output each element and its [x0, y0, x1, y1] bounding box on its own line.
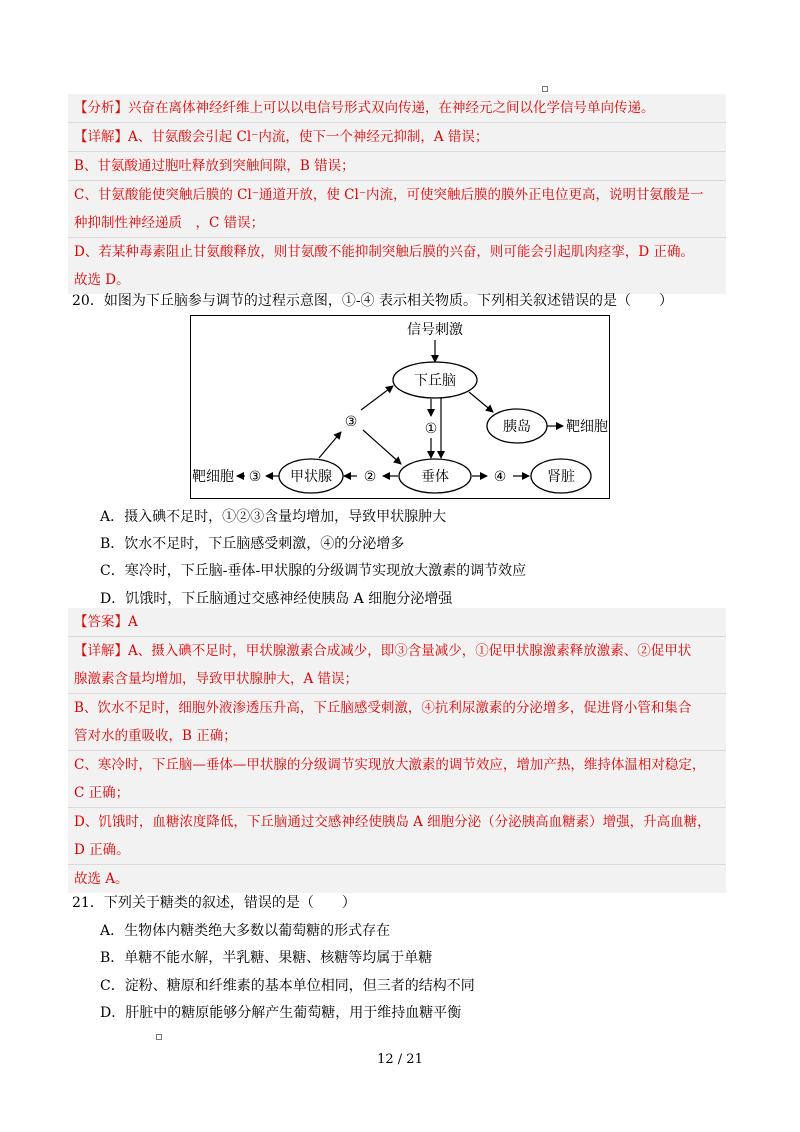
hypothalamus-regulation-diagram — [190, 315, 610, 499]
analysis-line: B、甘氨酸通过胞吐释放到突触间隙，B 错误； — [68, 152, 726, 181]
question-21-option-d: D．肝脏中的糖原能够分解产生葡萄糖，用于维持血糖平衡 — [100, 1005, 462, 1021]
thyroid-label: 甲状腺 — [290, 469, 332, 485]
answer-line: B、饮水不足时，细胞外液渗透压升高，下丘脑感受刺激，④抗利尿激素的分泌增多，促进肾小管和集合 — [74, 700, 692, 716]
analysis-line: 【分析】兴奋在离体神经纤维上可以以电信号形式双向传递，在神经元之间以化学信号单向传递。 — [68, 94, 726, 123]
arrow-3-to-pituitary — [363, 430, 401, 464]
question-21-option-c: C．淀粉、糖原和纤维素的基本单位相同，但三者的结构不同 — [100, 978, 475, 994]
target-cell-left-label: 靶细胞 — [192, 469, 234, 485]
answer-line: 故选 A。 — [74, 871, 129, 887]
question-20-option-d: D．饥饿时，下丘脑通过交感神经使胰岛 A 细胞分泌增强 — [100, 591, 453, 607]
answer-line: 【详解】A、摄入碘不足时，甲状腺激素合成减少，即③含量减少，①促甲状腺激素释放激素、②促甲状 — [74, 643, 692, 659]
answer-line: 管对水的重吸收，B 正确； — [68, 722, 726, 751]
question-21-stem: 21．下列关于糖类的叙述，错误的是（ ） — [72, 895, 356, 911]
analysis-line: C、甘氨酸能使突触后膜的 Cl⁻通道开放，使 Cl⁻内流，可使突触后膜的膜外正电位更高，说明甘氨酸是一 — [74, 187, 704, 203]
hypothalamus-label: 下丘脑 — [414, 373, 456, 389]
analysis-line: 故选 D。 — [74, 272, 130, 288]
question-21-option-b: B．单糖不能水解，半乳糖、果糖、核糖等均属于单糖 — [100, 950, 433, 966]
label-1: ① — [424, 421, 438, 437]
question-21-option-a: A．生物体内糖类绝大多数以葡萄糖的形式存在 — [100, 923, 391, 939]
pancreas-label: 胰岛 — [503, 419, 531, 435]
analysis-line: 种抑制性神经递质 ，C 错误； — [68, 209, 726, 238]
answer-line: D 正确。 — [68, 836, 726, 865]
question-20-option-a: A．摄入碘不足时，①②③含量均增加，导致甲状腺肿大 — [100, 509, 447, 525]
answer-line: C、寒冷时，下丘脑—垂体—甲状腺的分级调节实现放大激素的调节效应，增加产热，维持体温相对稳定， — [74, 757, 706, 773]
paragraph-mark — [542, 86, 548, 92]
label-2: ② — [363, 469, 377, 485]
arrow-thyroid-to-3-up — [319, 432, 341, 458]
diagram-svg — [191, 316, 609, 498]
question-20-option-c: C．寒冷时，下丘脑-垂体-甲状腺的分级调节实现放大激素的调节效应 — [100, 563, 527, 579]
analysis-line: 【详解】A、甘氨酸会引起 Cl⁻内流，使下一个神经元抑制，A 错误； — [68, 123, 726, 152]
analysis-box-q19 — [68, 94, 726, 294]
pituitary-label: 垂体 — [421, 469, 449, 485]
page-number: 12 / 21 — [377, 1052, 423, 1067]
answer-line: 腺激素含量均增加，导致甲状腺肿大，A 错误； — [68, 665, 726, 694]
kidney-label: 肾脏 — [547, 469, 575, 485]
answer-line: D、饥饿时，血糖浓度降低，下丘脑通过交感神经使胰岛 A 细胞分泌（分泌胰高血糖素）增强，升高血糖， — [74, 814, 711, 830]
target-cell-right-label: 靶细胞 — [566, 419, 608, 435]
label-3-up: ③ — [344, 414, 358, 430]
arrow-3-to-hypothalamus — [361, 386, 393, 410]
answer-line: C 正确； — [68, 779, 726, 808]
paragraph-mark — [156, 1034, 162, 1040]
answer-line: 【答案】A — [68, 608, 726, 637]
label-4: ④ — [493, 469, 507, 485]
question-20-option-b: B．饮水不足时，下丘脑感受刺激，④的分泌增多 — [100, 536, 405, 552]
label-3-left: ③ — [248, 469, 262, 485]
signal-stimulus-label: 信号刺激 — [407, 322, 463, 338]
arrow-hypothalamus-to-pancreas — [469, 392, 493, 412]
answer-box-q20 — [68, 608, 726, 893]
question-20-stem: 20．如图为下丘脑参与调节的过程示意图，①-④ 表示相关物质。下列相关叙述错误的是（ ） — [72, 293, 673, 309]
analysis-line: D、若某种毒素阻止甘氨酸释放，则甘氨酸不能抑制突触后膜的兴奋，则可能会引起肌肉痉挛，D 正确。 — [74, 244, 694, 260]
